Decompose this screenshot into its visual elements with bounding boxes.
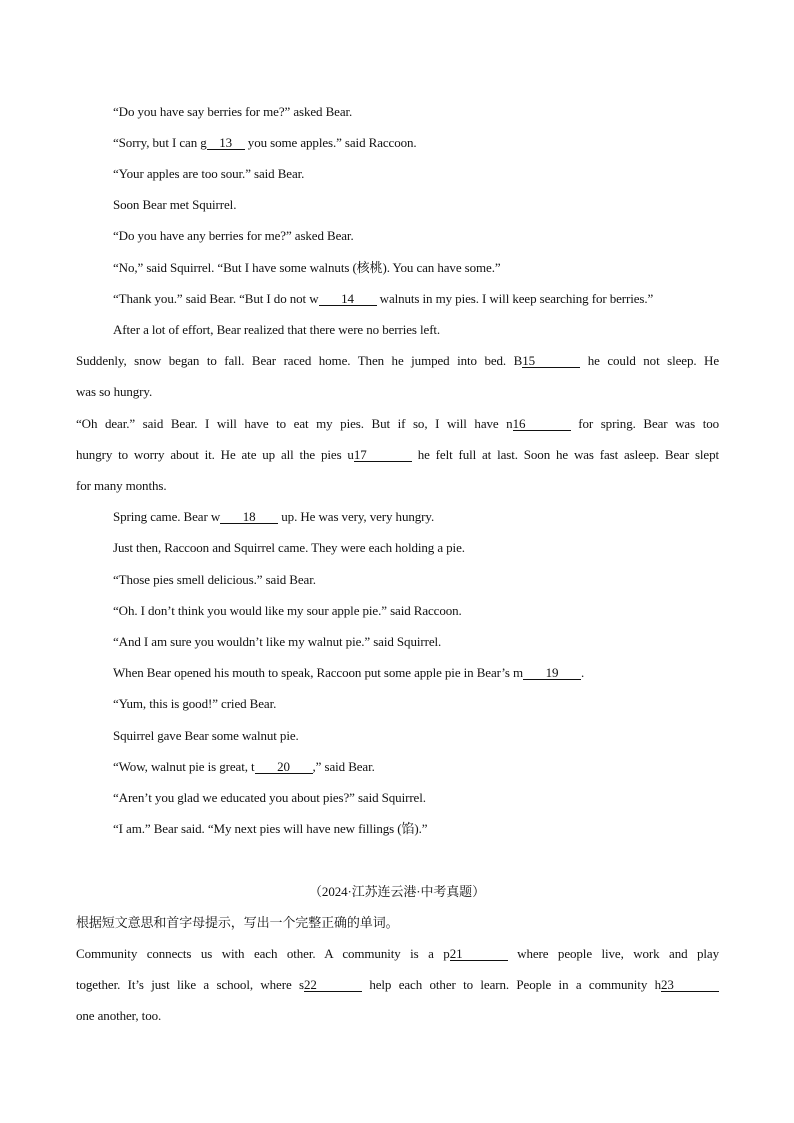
answer-blank[interactable]: 22 [304,978,362,992]
instruction-text: 根据短文意思和首字母提示，写出一个完整正确的单词。 [76,915,399,930]
story-line: “Aren’t you glad we educated you about pies?” said Squirrel. [113,790,426,805]
answer-blank[interactable]: 23 [661,978,719,992]
story-line: When Bear opened his mouth to speak, Raccoon put some apple pie in Bear’s m 19 . [113,665,585,680]
story-line: After a lot of effort, Bear realized that there were no berries left. [113,322,441,337]
story-line: “I am.” Bear said. “My next pies will have new fillings (馅).” [113,821,428,836]
answer-blank[interactable]: 17 [354,448,412,462]
story-line: “Yum, this is good!” cried Bear. [113,696,277,711]
answer-blank[interactable]: 16 [513,417,571,431]
passage-line: together. It’s just like a school, where s22 help each other to learn. People in a community h23 [76,977,719,993]
story-line: “Oh. I don’t think you would like my sour apple pie.” said Raccoon. [113,603,462,618]
passage-line: one another, too. [76,1008,162,1023]
story-line: hungry to worry about it. He ate up all the pies u17 he felt full at last. Soon he was fast asleep. Bear slept [76,447,719,462]
story-line: “Oh dear.” said Bear. I will have to eat my pies. But if so, I will have n16 for spring. Bear was too [76,416,720,431]
answer-blank[interactable]: 15 [522,354,580,368]
story-line: “Your apples are too sour.” said Bear. [113,166,305,181]
story-line: “Sorry, but I can g 13 you some apples.” said Raccoon. [113,135,417,150]
answer-blank[interactable]: 20 [255,760,313,774]
answer-blank[interactable]: 13 [207,136,245,150]
story-line: “No,” said Squirrel. “But I have some walnuts (核桃). You can have some.” [113,260,501,275]
answer-blank[interactable]: 14 [319,292,377,306]
story-line: for many months. [76,478,167,493]
answer-blank[interactable]: 18 [220,510,278,524]
story-line: Suddenly, snow began to fall. Bear raced home. Then he jumped into bed. B15 he could not sleep. He [76,353,719,368]
answer-blank[interactable]: 21 [450,947,508,961]
story-line: “Do you have say berries for me?” asked Bear. [113,104,353,119]
story-line: was so hungry. [76,384,153,399]
story-line: “Those pies smell delicious.” said Bear. [113,572,316,587]
question-source: （2024·江苏连云港·中考真题） [309,884,485,899]
story-line: Soon Bear met Squirrel. [113,197,237,212]
answer-blank[interactable]: 19 [523,666,581,680]
story-line: Squirrel gave Bear some walnut pie. [113,728,299,743]
story-line: Just then, Raccoon and Squirrel came. They were each holding a pie. [113,540,465,555]
story-line: “Thank you.” said Bear. “But I do not w 14 walnuts in my pies. I will keep searching for berries.” [113,291,654,306]
story-line: “Do you have any berries for me?” asked Bear. [113,228,354,243]
story-line: “And I am sure you wouldn’t like my walnut pie.” said Squirrel. [113,634,442,649]
passage-line: Community connects us with each other. A community is a p21 where people live, work and play [76,946,719,961]
story-line: “Wow, walnut pie is great, t 20 ,” said Bear. [113,759,375,774]
story-line: Spring came. Bear w 18 up. He was very, very hungry. [113,509,435,524]
